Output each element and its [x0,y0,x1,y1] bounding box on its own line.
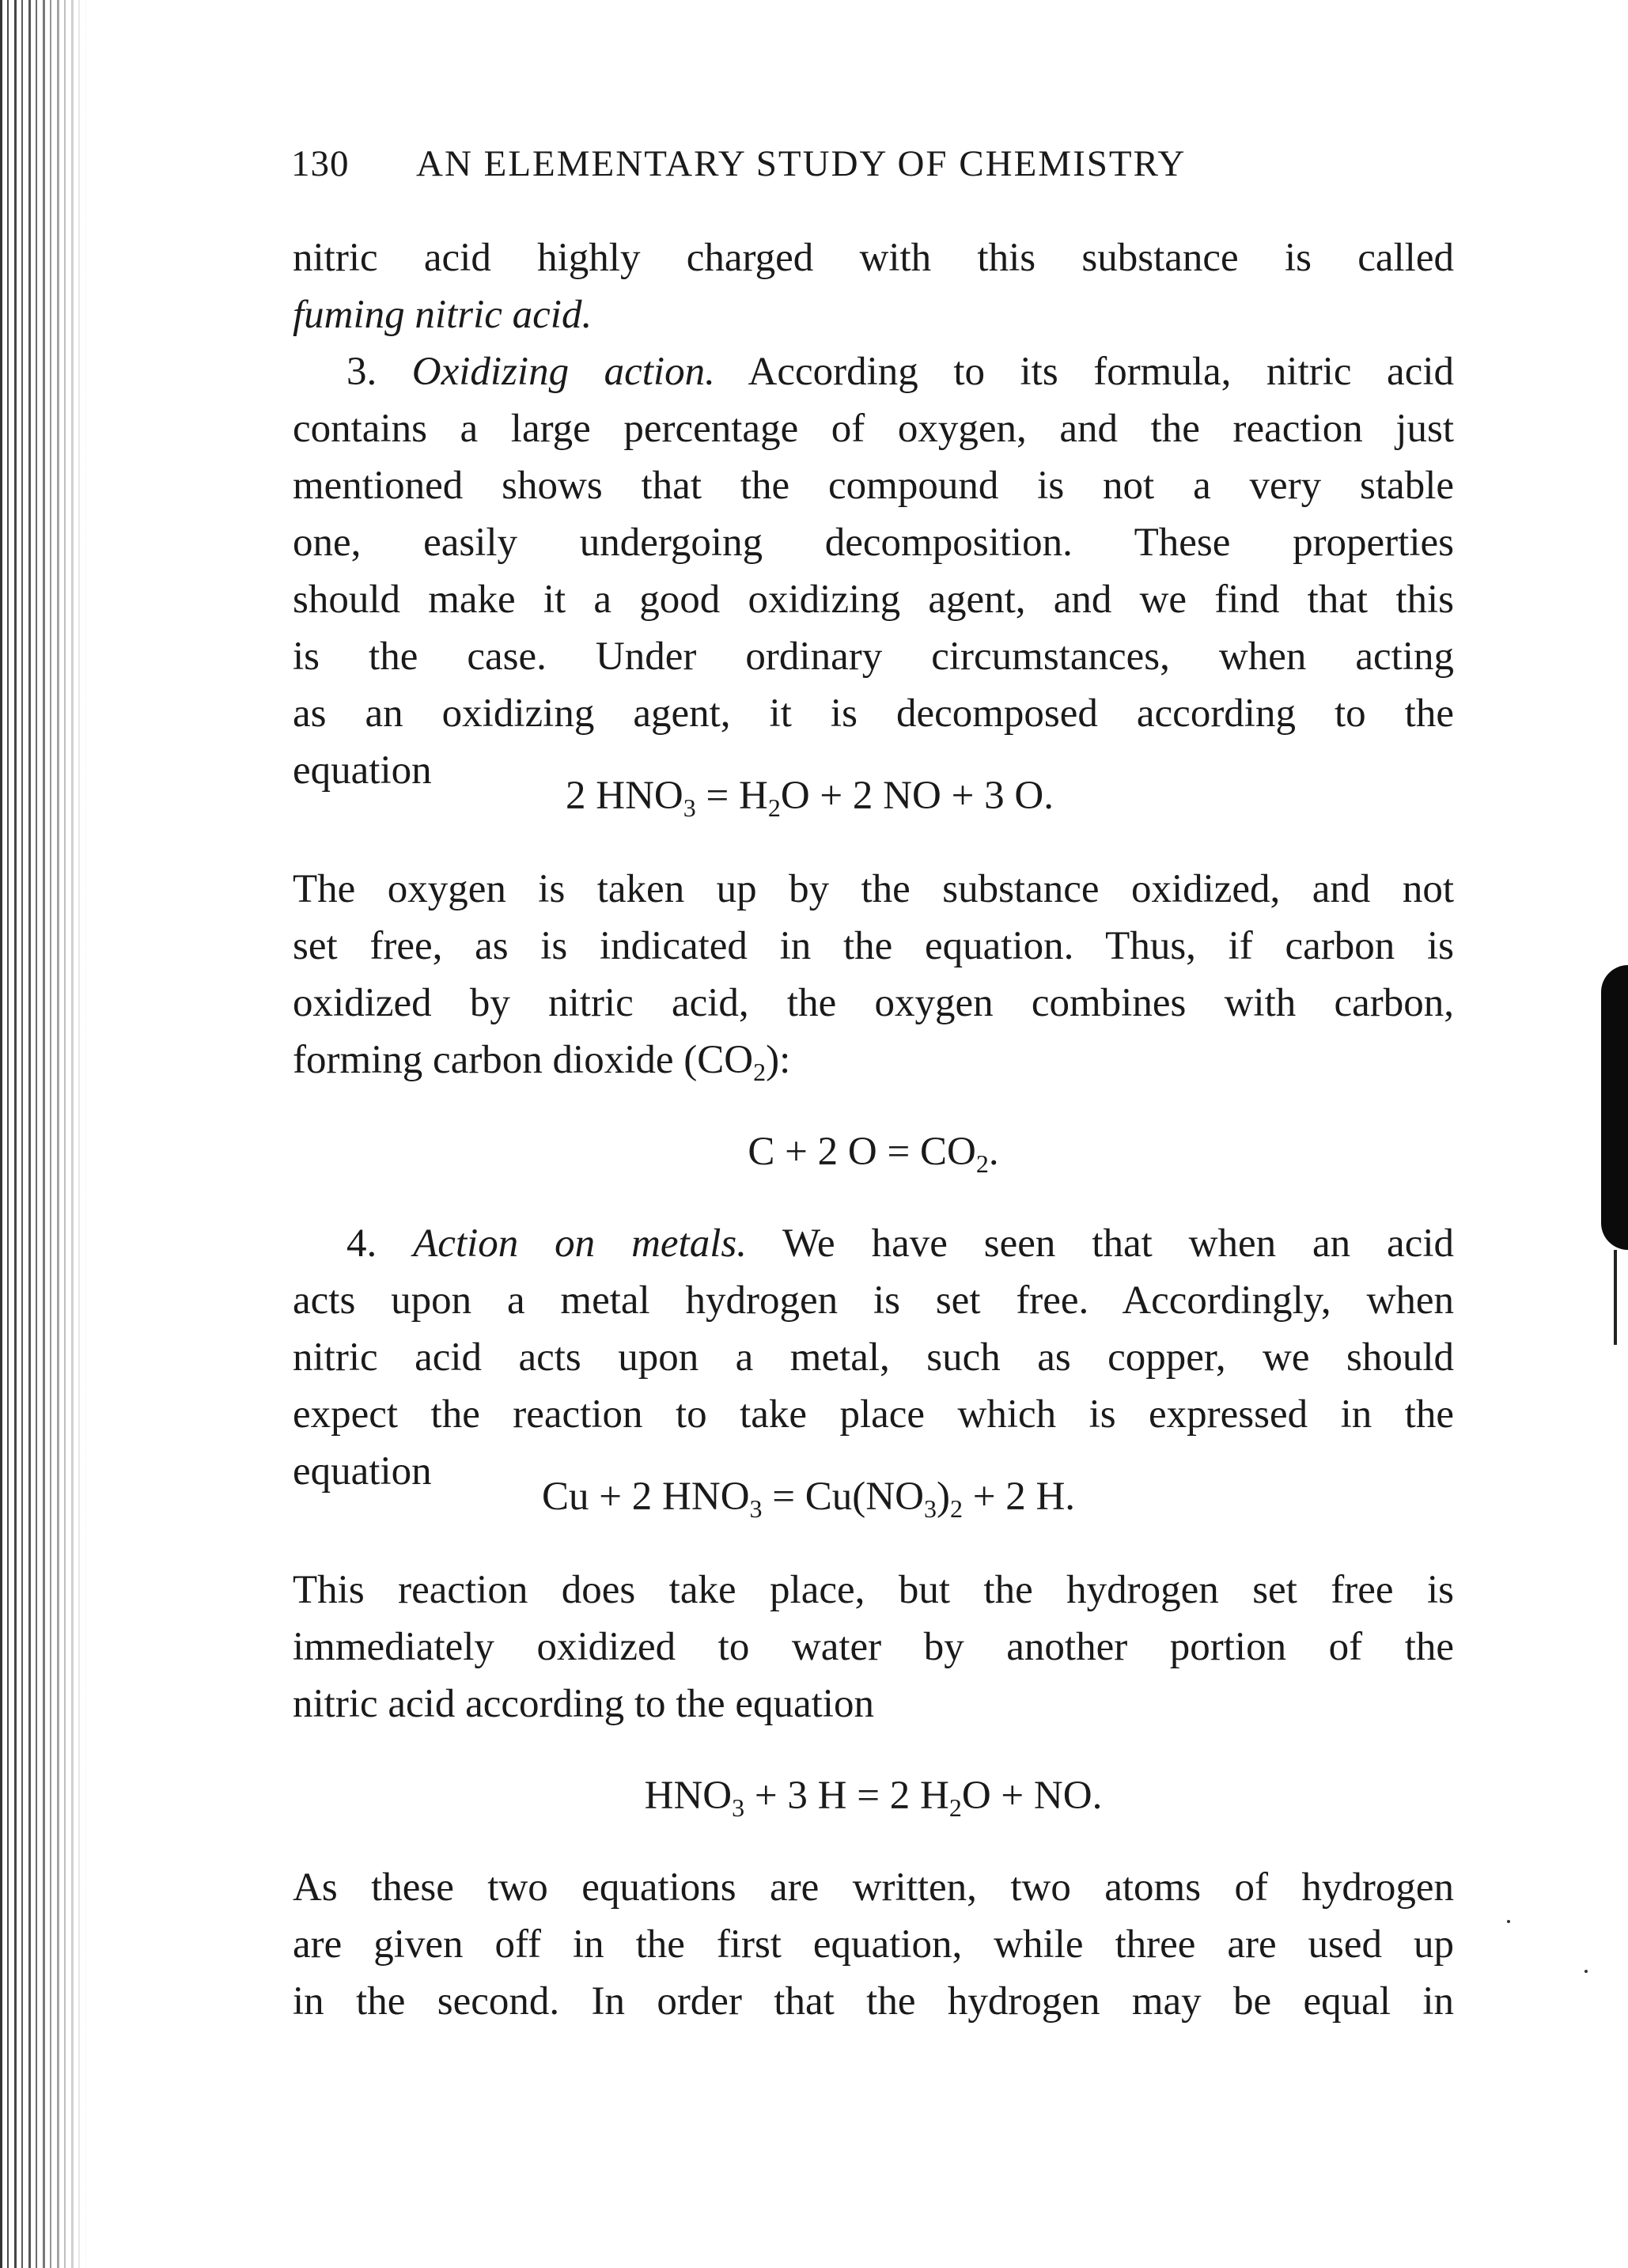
eq-subscript: 2 [767,793,781,822]
eq-part: O + NO. [961,1774,1103,1818]
text-line: nitric acid highly charged with this substance is called [293,236,1454,280]
eq-part: Cu + 2 HNO [542,1475,750,1519]
text-line: as an oxidizing agent, it is decomposed according to the [293,691,1454,736]
running-head: AN ELEMENTARY STUDY OF CHEMISTRY [416,143,1187,184]
speck [1584,1970,1588,1973]
text-span: According to its formula, nitric acid [748,350,1454,394]
text-line: oxidized by nitric acid, the oxygen combines with carbon, [293,981,1454,1025]
text-line: As these two equations are written, two atoms of hydrogen [293,1865,1454,1910]
section-heading: Oxidizing action. [411,350,715,394]
section-number: 4. [346,1221,377,1266]
page-body [293,229,1454,2030]
text-line: nitric acid according to the equation [293,1682,874,1726]
eq-part: C + 2 O = CO [748,1130,976,1174]
eq-part: . [988,1130,999,1174]
text-line: The oxygen is taken up by the substance oxidized, and not [293,867,1454,911]
text-line: equation [293,748,432,793]
speck [1507,1920,1510,1923]
eq-part: ) [936,1475,950,1519]
eq-subscript: 2 [948,1793,962,1822]
eq-subscript: 3 [683,793,696,822]
page-edge-mark [1614,1250,1617,1345]
text-line: equation [293,1449,432,1494]
eq-subscript: 2 [975,1149,989,1178]
text-line: acts upon a metal hydrogen is set free. Accordingly, when [293,1278,1454,1323]
text-line: This reaction does take place, but the hydrogen set free is [293,1568,1454,1612]
text-line: nitric acid acts upon a metal, such as copper, we should [293,1335,1454,1380]
subscript: 2 [753,1058,767,1086]
eq-part: O + 2 NO + 3 O. [780,774,1054,818]
section-number: 3. [346,350,377,394]
equation-row [293,742,1454,829]
eq-part: = Cu(NO [762,1475,924,1519]
text-line: set free, as is indicated in the equation. Thus, if carbon is [293,924,1454,968]
eq-part: 2 HNO [566,774,683,818]
page-header [291,142,1335,198]
page-number: 130 [291,143,350,184]
equation-1 [566,767,1054,824]
text-line: contains a large percentage of oxygen, and the reaction just [293,407,1454,451]
eq-part: + 3 H = 2 H [744,1774,949,1818]
italic-term: fuming nitric acid. [293,293,593,337]
equation-3 [542,1468,1075,1525]
eq-subscript: 3 [732,1793,745,1822]
equation-row [293,1443,1454,1530]
eq-part: = H [695,774,768,818]
text-span: ): [766,1038,791,1082]
equation-4 [293,1764,1454,1827]
ink-blot [1601,965,1628,1250]
text-line: expect the reaction to take place which is expressed in the [293,1392,1454,1437]
text-line: is the case. Under ordinary circumstances, when acting [293,634,1454,679]
section-heading: Action on metals. [413,1221,747,1266]
text-span: We have seen that when an acid [782,1221,1454,1266]
eq-subscript: 3 [749,1494,763,1523]
eq-part: HNO [644,1774,733,1818]
text-line: in the second. In order that the hydrogen may be equal in [293,1979,1454,2024]
eq-subscript: 2 [949,1494,963,1523]
text-line [293,1032,1454,1089]
text-line: mentioned shows that the compound is not a very stable [293,464,1454,508]
text-line: immediately oxidized to water by another portion of the [293,1625,1454,1669]
eq-part: + 2 H. [962,1475,1076,1519]
binding-edge [0,0,87,2268]
text-line: should make it a good oxidizing agent, and we find that this [293,577,1454,622]
eq-subscript: 3 [923,1494,937,1523]
text-line: one, easily undergoing decomposition. These properties [293,521,1454,565]
section-4-first-line [293,1215,1454,1272]
equation-2 [293,1120,1454,1183]
section-3-first-line [293,343,1454,400]
text-line: are given off in the first equation, while three are used up [293,1922,1454,1967]
text-span: forming carbon dioxide (CO [293,1038,754,1082]
